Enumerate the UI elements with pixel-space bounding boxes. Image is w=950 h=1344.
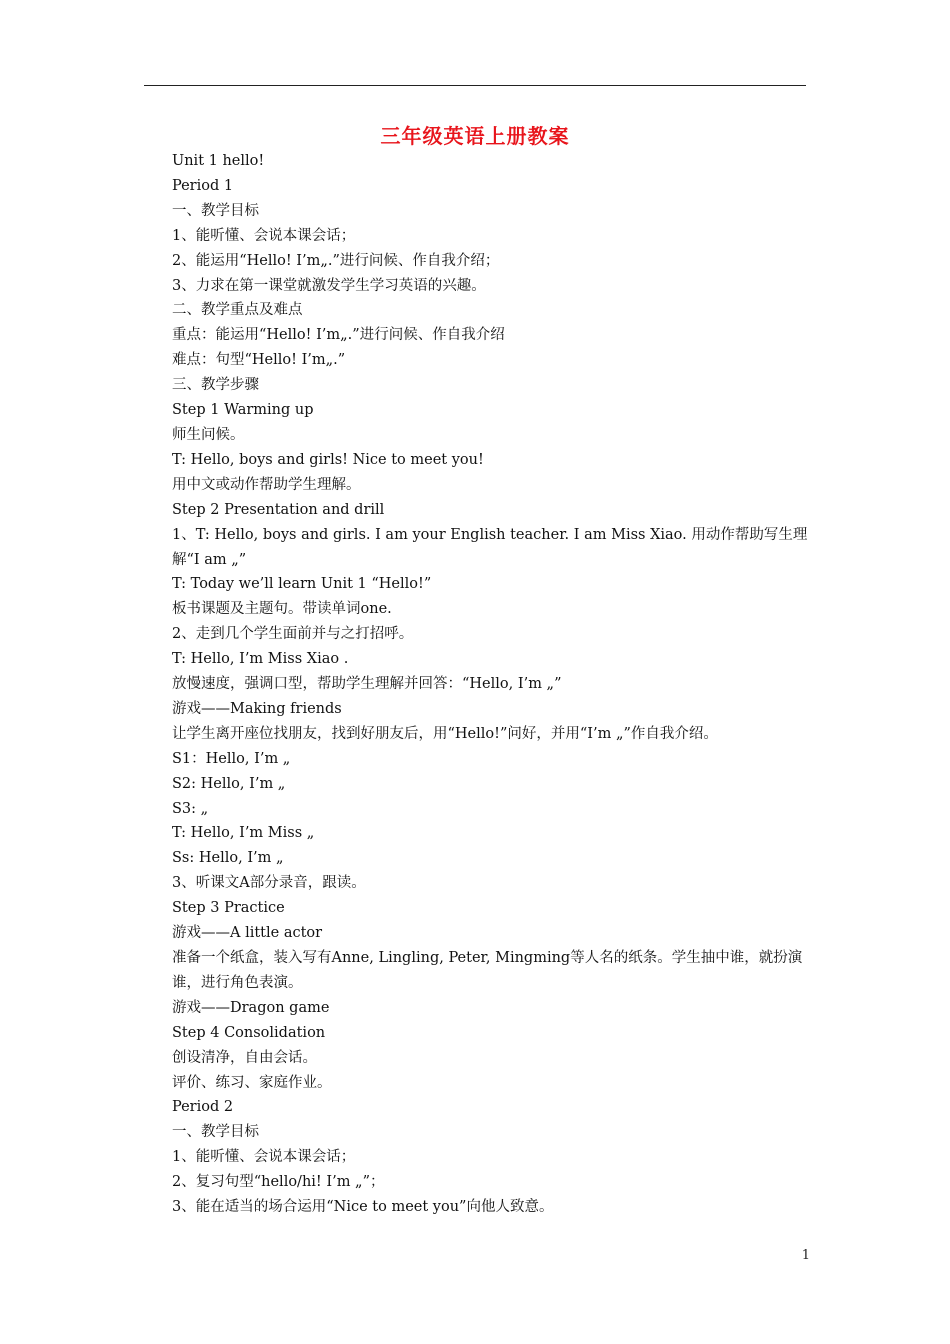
text-line: Ss: Hello, I’m „ [172,850,284,867]
text-paragraph: 准备一个纸盒，装入写有Anne, Lingling, Peter, Mingming等人名的纸条。学生抽中谁，就扮演谁，进行角色表演。 [172,950,803,991]
text-line: 2、复习句型“hello/hi! I’m „”； [172,1174,385,1191]
text-line: 放慢速度，强调口型，帮助学生理解并回答：“Hello, I’m „” [172,676,562,693]
text-line: T: Hello, I’m Miss Xiao . [172,651,349,668]
text-line: Unit 1 hello! [172,153,265,169]
text-line: 二、教学重点及难点 [172,302,303,319]
text-line: Step 3 Practice [172,900,285,917]
text-paragraph: 1、T: Hello, boys and girls. I am your English teacher. I am Miss Xiao. 用动作帮助写生理解“I am „” [172,526,808,568]
text-line: 3、力求在第一课堂就激发学生学习英语的兴趣。 [172,277,486,294]
text-line: Period 2 [172,1099,234,1116]
text-line: 3、听课文A部分录音，跟读。 [172,875,366,892]
text-line: 一、教学目标 [172,1124,259,1141]
text-line: 3、能在适当的场合运用“Nice to meet you”向他人致意。 [172,1199,554,1216]
text-line: S2: Hello, I’m „ [172,775,286,792]
text-line: 2、能运用“Hello! I’m„.”进行问候、作自我介绍； [172,252,500,269]
text-line: 师生问候。 [172,426,245,443]
text-line: Step 2 Presentation and drill [172,501,385,518]
header-rule [144,85,806,86]
text-line: 一、教学目标 [172,202,259,219]
text-line: 重点：能运用“Hello! I’m„.”进行问候、作自我介绍 [172,327,505,344]
text-line: T: Hello, boys and girls! Nice to meet you! [172,451,484,468]
text-line: 游戏——Dragon game [172,999,330,1016]
page-title: 三年级英语上册教案 [380,124,570,148]
document-body [144,149,814,1220]
text-line: T: Today we’ll learn Unit 1 “Hello!” [172,576,432,593]
text-line: S1：Hello, I’m „ [172,750,291,767]
text-line: Step 4 Consolidation [172,1024,326,1041]
text-line: 1、能听懂、会说本课会话； [172,1149,356,1166]
text-line: Step 1 Warming up [172,402,314,419]
text-line: 1、能听懂、会说本课会话； [172,227,356,244]
text-line: Period 1 [172,177,234,194]
text-line: 2、走到几个学生面前并与之打招呼。 [172,626,414,643]
text-line: 用中文或动作帮助学生理解。 [172,476,361,493]
text-line: 三、教学步骤 [172,377,259,394]
text-line: 游戏——A little actor [172,925,323,942]
text-line: 板书课题及主题句。带读单词one. [172,601,392,618]
text-line: S3: „ [172,800,209,817]
text-line: 创设清净，自由会话。 [172,1049,317,1066]
text-line: 游戏——Making friends [172,700,342,717]
text-line: 难点：句型“Hello! I’m„.” [172,352,346,369]
page-number: 1 [801,1248,810,1263]
text-line: 评价、练习、家庭作业。 [172,1074,332,1091]
text-line: T: Hello, I’m Miss „ [172,825,315,842]
text-line: 让学生离开座位找朋友，找到好朋友后，用“Hello!”问好，并用“I’m „”作自我介绍。 [172,725,718,742]
